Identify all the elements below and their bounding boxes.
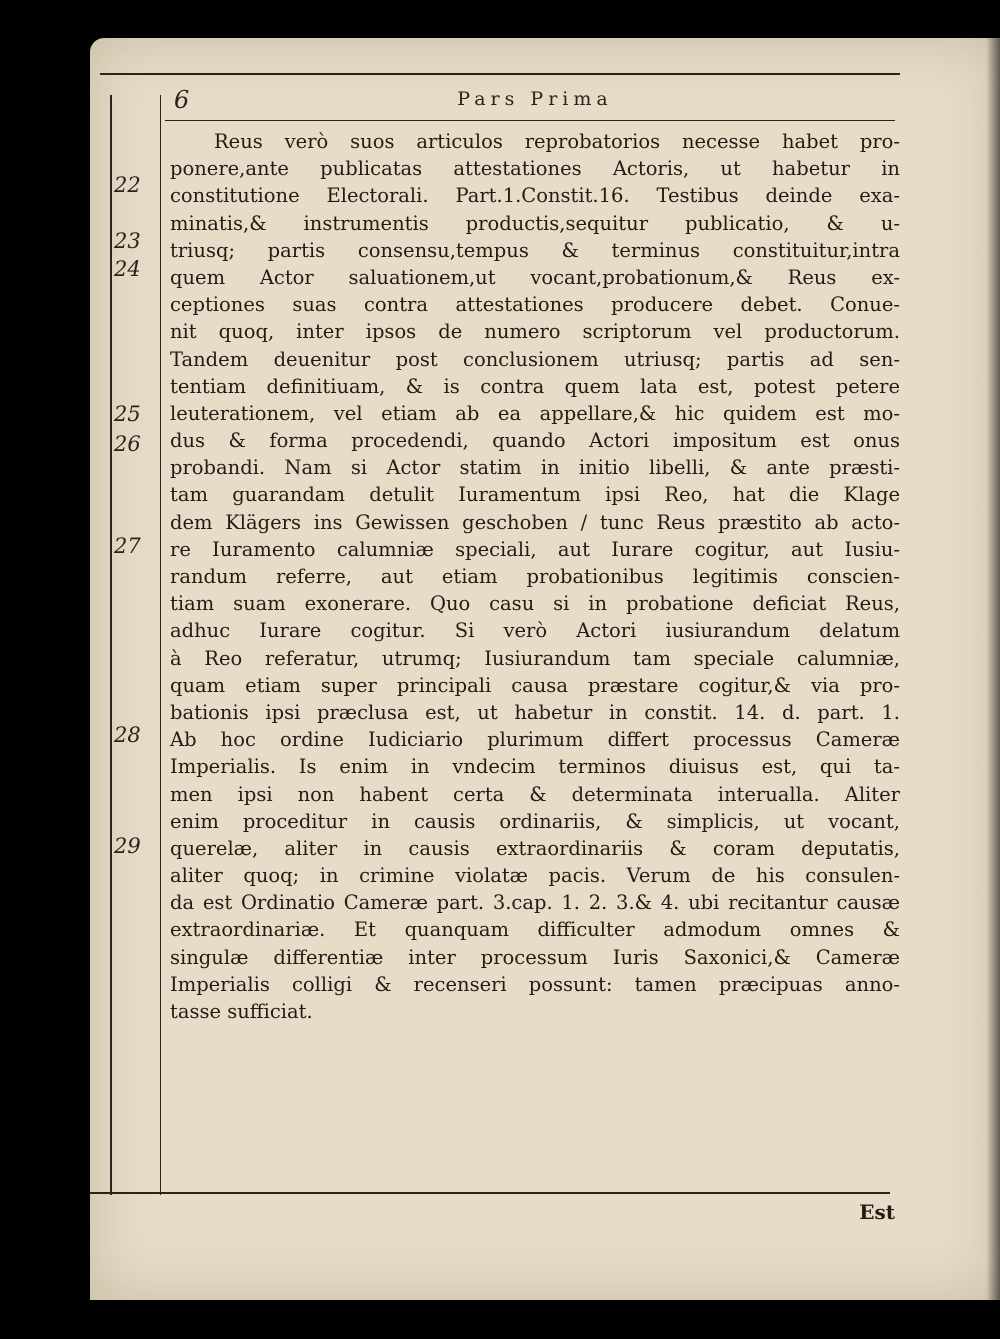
- running-head: Pars Prima: [457, 88, 613, 110]
- text-line: nit quoq, inter ipsos de numero scriptorum vel productorum.: [170, 320, 900, 344]
- page-header: [170, 86, 900, 116]
- text-line: bationis ipsi præclusa est, ut habetur in constit. 14. d. part. 1.: [170, 700, 900, 724]
- text-line: triusq; partis consensu,tempus & terminus constituitur,intra: [170, 238, 900, 262]
- text-line: Imperialis. Is enim in vndecim terminos diuisus est, qui ta-: [170, 755, 900, 779]
- text-line: men ipsi non habent certa & determinata interualla. Aliter: [170, 782, 900, 806]
- text-line: constitutione Electorali. Part.1.Constit.16. Testibus deinde exa-: [170, 184, 900, 208]
- text-line: tiam suam exonerare. Quo casu si in probatione deficiat Reus,: [170, 592, 900, 616]
- bottom-rule: [90, 1192, 890, 1194]
- text-line: Reus verò suos articulos reprobatorios necesse habet pro-: [214, 130, 900, 153]
- page-edge-shadow: [986, 38, 1000, 1300]
- text-line: leuterationem, vel etiam ab ea appellare,& hic quidem est mo-: [170, 401, 900, 425]
- text-line: probandi. Nam si Actor statim in initio libelli, & ante præsti-: [170, 456, 900, 480]
- text-line: enim proceditur in causis ordinariis, & simplicis, ut vocant,: [170, 809, 900, 833]
- margin-note: 26: [114, 432, 141, 456]
- header-rule: [165, 120, 895, 121]
- margin-note: 29: [114, 834, 141, 858]
- text-line: tam guarandam detulit Iuramentum ipsi Reo, hat die Klage: [170, 483, 900, 507]
- margin-note: 22: [114, 173, 141, 197]
- margin-note: 25: [114, 402, 141, 426]
- margin-note: 28: [114, 723, 141, 747]
- text-line: dus & forma procedendi, quando Actori impositum est onus: [170, 429, 900, 453]
- text-line: ceptiones suas contra attestationes producere debet. Conue-: [170, 293, 900, 317]
- margin-note: 27: [114, 534, 141, 558]
- text-line: quem Actor saluationem,ut vocant,probationum,& Reus ex-: [170, 265, 900, 289]
- text-line: quam etiam super principali causa præstare cogitur,& via pro-: [170, 673, 900, 697]
- text-line: tasse sufficiat.: [170, 1000, 313, 1023]
- text-line: re Iuramento calumniæ speciali, aut Iurare cogitur, aut Iusiu-: [170, 537, 900, 561]
- text-line: dem Klägers ins Gewissen geschoben / tunc Reus præstito ab acto-: [170, 510, 900, 534]
- margin-rule-inner: [160, 95, 161, 1195]
- text-line: Imperialis colligi & recenseri possunt: tamen præcipuas anno-: [170, 972, 900, 996]
- text-line: ponere,ante publicatas attestationes Actoris, ut habetur in: [170, 157, 900, 181]
- text-line: minatis,& instrumentis productis,sequitur publicatio, & u-: [170, 211, 900, 235]
- margin-note: 24: [114, 257, 141, 281]
- text-line: randum referre, aut etiam probationibus legitimis conscien-: [170, 565, 900, 588]
- text-line: aliter quoq; in crimine violatæ pacis. Verum de his consulen-: [170, 864, 900, 888]
- text-line: tentiam definitiuam, & is contra quem lata est, potest petere: [170, 374, 900, 398]
- top-rule: [100, 73, 900, 75]
- catchword: Est: [859, 1200, 895, 1224]
- text-line: extraordinariæ. Et quanquam difficulter admodum omnes &: [170, 918, 900, 942]
- body-text: [170, 128, 900, 1025]
- text-line: da est Ordinatio Cameræ part. 3.cap. 1. 2. 3.& 4. ubi recitantur causæ: [170, 891, 900, 915]
- text-line: singulæ differentiæ inter processum Iuris Saxonici,& Cameræ: [170, 945, 900, 969]
- page-number: 6: [174, 86, 190, 114]
- margin-note: 23: [114, 229, 141, 253]
- text-line: à Reo referatur, utrumq; Iusiurandum tam speciale calumniæ,: [170, 646, 900, 670]
- text-line: Ab hoc ordine Iudiciario plurimum differt processus Cameræ: [170, 728, 900, 752]
- text-line: Tandem deuenitur post conclusionem utriusq; partis ad sen-: [170, 347, 900, 371]
- text-line: querelæ, aliter in causis extraordinariis & coram deputatis,: [170, 836, 900, 860]
- text-line: adhuc Iurare cogitur. Si verò Actori iusiurandum delatum: [170, 619, 900, 643]
- margin-notes: [96, 0, 156, 1339]
